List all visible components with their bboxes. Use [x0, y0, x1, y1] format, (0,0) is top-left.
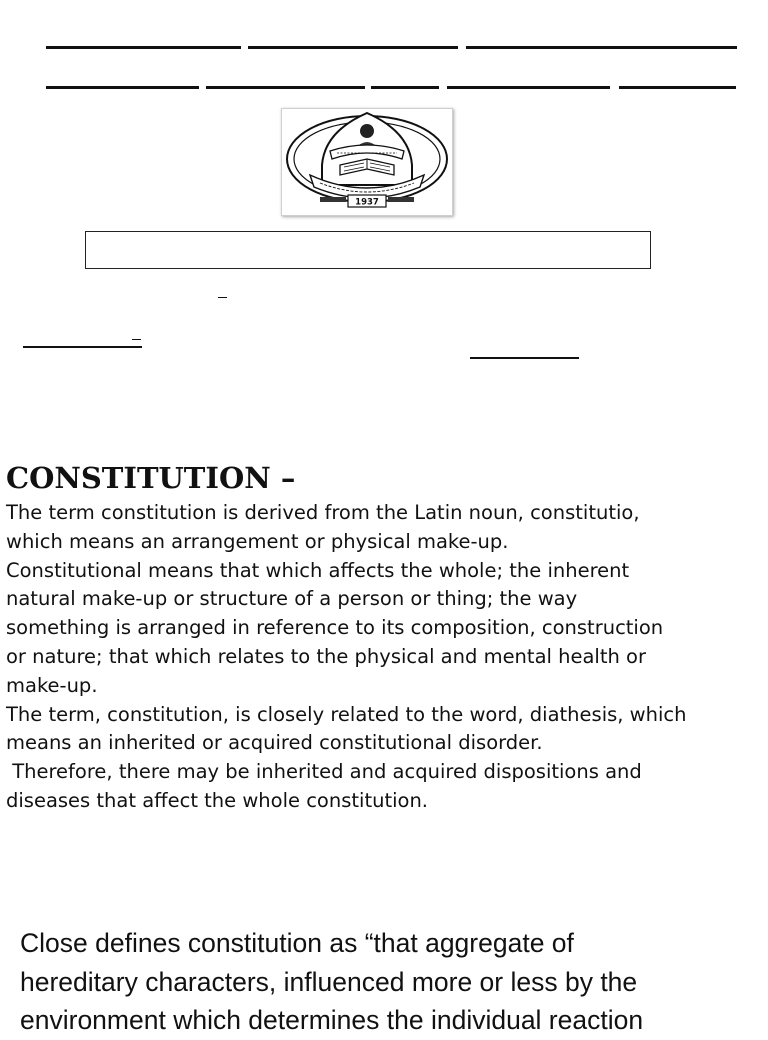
body-line: which means an arrangement or physical make-up.: [6, 529, 509, 553]
header-rule: [46, 46, 241, 49]
college-emblem-icon: [282, 109, 452, 215]
section-heading: CONSTITUTION –: [6, 461, 296, 495]
quote-paragraph: [20, 924, 760, 1040]
body-line: something is arranged in reference to its composition, construction: [6, 616, 664, 640]
header-rule: [248, 46, 458, 49]
body-line: The term constitution is derived from the Latin noun, constitutio,: [6, 501, 640, 524]
blank-line: [470, 357, 579, 359]
small-dash: [218, 297, 227, 298]
header-rule: [206, 86, 365, 89]
body-line: natural make-up or structure of a person or thing; the way: [6, 587, 578, 611]
body-line: diseases that affect the whole constitution.: [6, 788, 429, 812]
quote-line: environment which determines the individual reaction: [20, 1005, 644, 1035]
body-line: make-up.: [6, 673, 98, 697]
body-line: The term, constitution, is closely related to the word, diathesis, which: [6, 702, 687, 726]
blank-line: [23, 346, 142, 348]
quote-line: Close defines constitution as “that aggregate of: [20, 928, 574, 958]
body-line: Constitutional means that which affects the whole; the inherent: [6, 558, 630, 582]
body-line: or nature; that which relates to the physical and mental health or: [6, 644, 647, 668]
header-rule: [619, 86, 736, 89]
college-emblem-frame: [281, 108, 453, 216]
title-box: [85, 231, 651, 269]
header-rule: [46, 86, 199, 89]
section-body: [6, 499, 758, 816]
body-line: means an inherited or acquired constitutional disorder.: [6, 731, 543, 755]
header-rule: [466, 46, 737, 49]
header-rule: [371, 86, 439, 89]
header-rule: [447, 86, 610, 89]
small-dash: [132, 339, 141, 340]
body-line: Therefore, there may be inherited and acquired dispositions and: [6, 760, 642, 784]
quote-line: hereditary characters, influenced more or less by the: [20, 966, 638, 997]
emblem-year: 1937: [355, 197, 379, 208]
